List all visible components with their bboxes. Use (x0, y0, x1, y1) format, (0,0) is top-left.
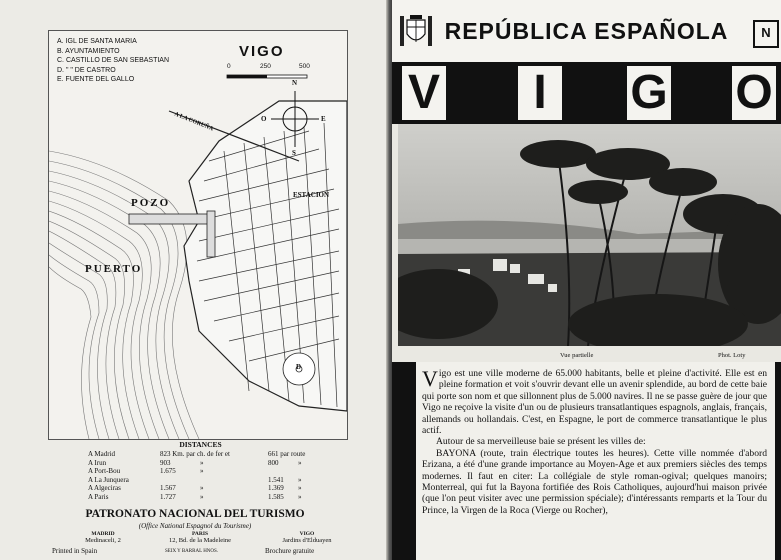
compass-n: N (292, 79, 298, 87)
compass-e: E (321, 115, 326, 123)
article-paragraph: Vigo est une ville moderne de 65.000 habitants, belle et pleine d'activité. Elle est en pleine formation et voit s'ouvrir devant elle un avenir splendide, au bord de cette baie qui porte son nom et que sillonnent plus de 5.000 navires. Il ne se passe guère de jour que Vigo ne reçoive la visite d'un ou de plusieurs transatlantiques espagnols, anglais, français, allemands ou hollandais. C'est, en Espagne, le port de commerce transatlantique le plus actif. (422, 366, 767, 437)
vigo-letter: G (627, 66, 671, 120)
distances-table (88, 440, 313, 502)
compass-o: O (261, 115, 267, 123)
footer-brochure: Brochure gratuite (265, 547, 315, 555)
office-madrid: MADRID Medinaceli, 2 (85, 531, 121, 544)
legend-item: A. IGL DE SANTA MARIA (57, 38, 137, 45)
vigo-letter: O (732, 66, 776, 120)
office-vigo: VIGO Jardins d'Elduayen (282, 531, 332, 544)
article-paragraph: BAYONA (route, train électrique toutes les heures). Cette ville nommée d'abord Erizana, a été d'une grande importance au Moyen-Age et aux premiers siècles des temps modernes. Il faut en citer: La collégiale de style roman-ogival; quelques manoirs; Monterreal, qui fut la Bayona fortifiée des Rois Catholiques, aujourd'hui maison privée (que l'on peut visiter avec une permission spéciale); d'intéressants remparts et la Tour du Prince, la Virgen de la Roca (Vierge ou Rocher), (422, 447, 767, 516)
map-label-d: D (296, 363, 302, 371)
scale-label: 0 (227, 63, 231, 70)
legend-item: C. CASTILLO DE SAN SEBASTIAN (57, 57, 170, 64)
article-body (422, 368, 767, 516)
right-page (392, 0, 781, 560)
map-title: VIGO (239, 43, 285, 60)
footer-printed: Printed in Spain (52, 547, 98, 555)
map-drawing (49, 31, 347, 439)
scale-label: 250 (260, 63, 271, 70)
vigo-letter: V (402, 66, 446, 120)
distances-title: DISTANCES (179, 440, 222, 449)
patronato-title: PATRONATO NACIONAL DEL TURISMO (85, 508, 305, 520)
map-label-pozo: POZO (131, 197, 171, 209)
scale-label: 500 (299, 63, 310, 70)
table-row: A Madrid 823 Km. par ch. de fer et 661 par route (88, 450, 306, 458)
left-black-border (392, 362, 416, 560)
city-photo (398, 124, 781, 346)
table-row: A Paris 1.727 » 1.585 » (88, 492, 302, 501)
table-row: A Irun 903 » 800 » (88, 458, 302, 467)
map-label-puerto: PUERTO (85, 263, 143, 275)
legend-item: E. FUENTE DEL GALLO (57, 76, 135, 83)
city-map (48, 30, 348, 440)
compass-s: S (292, 149, 296, 157)
drop-cap: V (422, 366, 438, 391)
table-row: A La Junquera 1.541 » (88, 475, 302, 484)
table-row: A Port-Bou 1.675 » (88, 467, 204, 476)
office-paris: PARIS 12, Bd. de la Madeleine (168, 531, 232, 544)
article-paragraph: Autour de sa merveilleuse baie se présent les villes de: (436, 436, 646, 448)
vigo-title-band (392, 62, 781, 124)
right-black-border (775, 362, 781, 560)
map-label-coruna: A LA CORUÑA (173, 111, 214, 133)
vigo-letter: I (518, 66, 562, 120)
map-legend (57, 37, 169, 85)
photo-caption: Vue partielle (560, 352, 594, 359)
footer-printer: SEIX Y BARRAL HNOS. (165, 549, 219, 554)
article-box (416, 362, 775, 560)
legend-item: B. AYUNTAMIENTO (57, 47, 120, 55)
photo-credit: Phot. Loty (718, 352, 746, 359)
patronato-subtitle: (Office National Espagnol du Tourisme) (138, 522, 252, 530)
republica-heading: REPÚBLICA ESPAÑOLA (444, 18, 729, 44)
map-label-estacion: ESTACION (293, 191, 330, 199)
pnt-logo: N (753, 20, 779, 48)
left-page (0, 0, 390, 560)
legend-item: D. " " DE CASTRO (57, 66, 116, 74)
table-row: A Algeciras 1.567 » 1.369 » (88, 484, 302, 493)
